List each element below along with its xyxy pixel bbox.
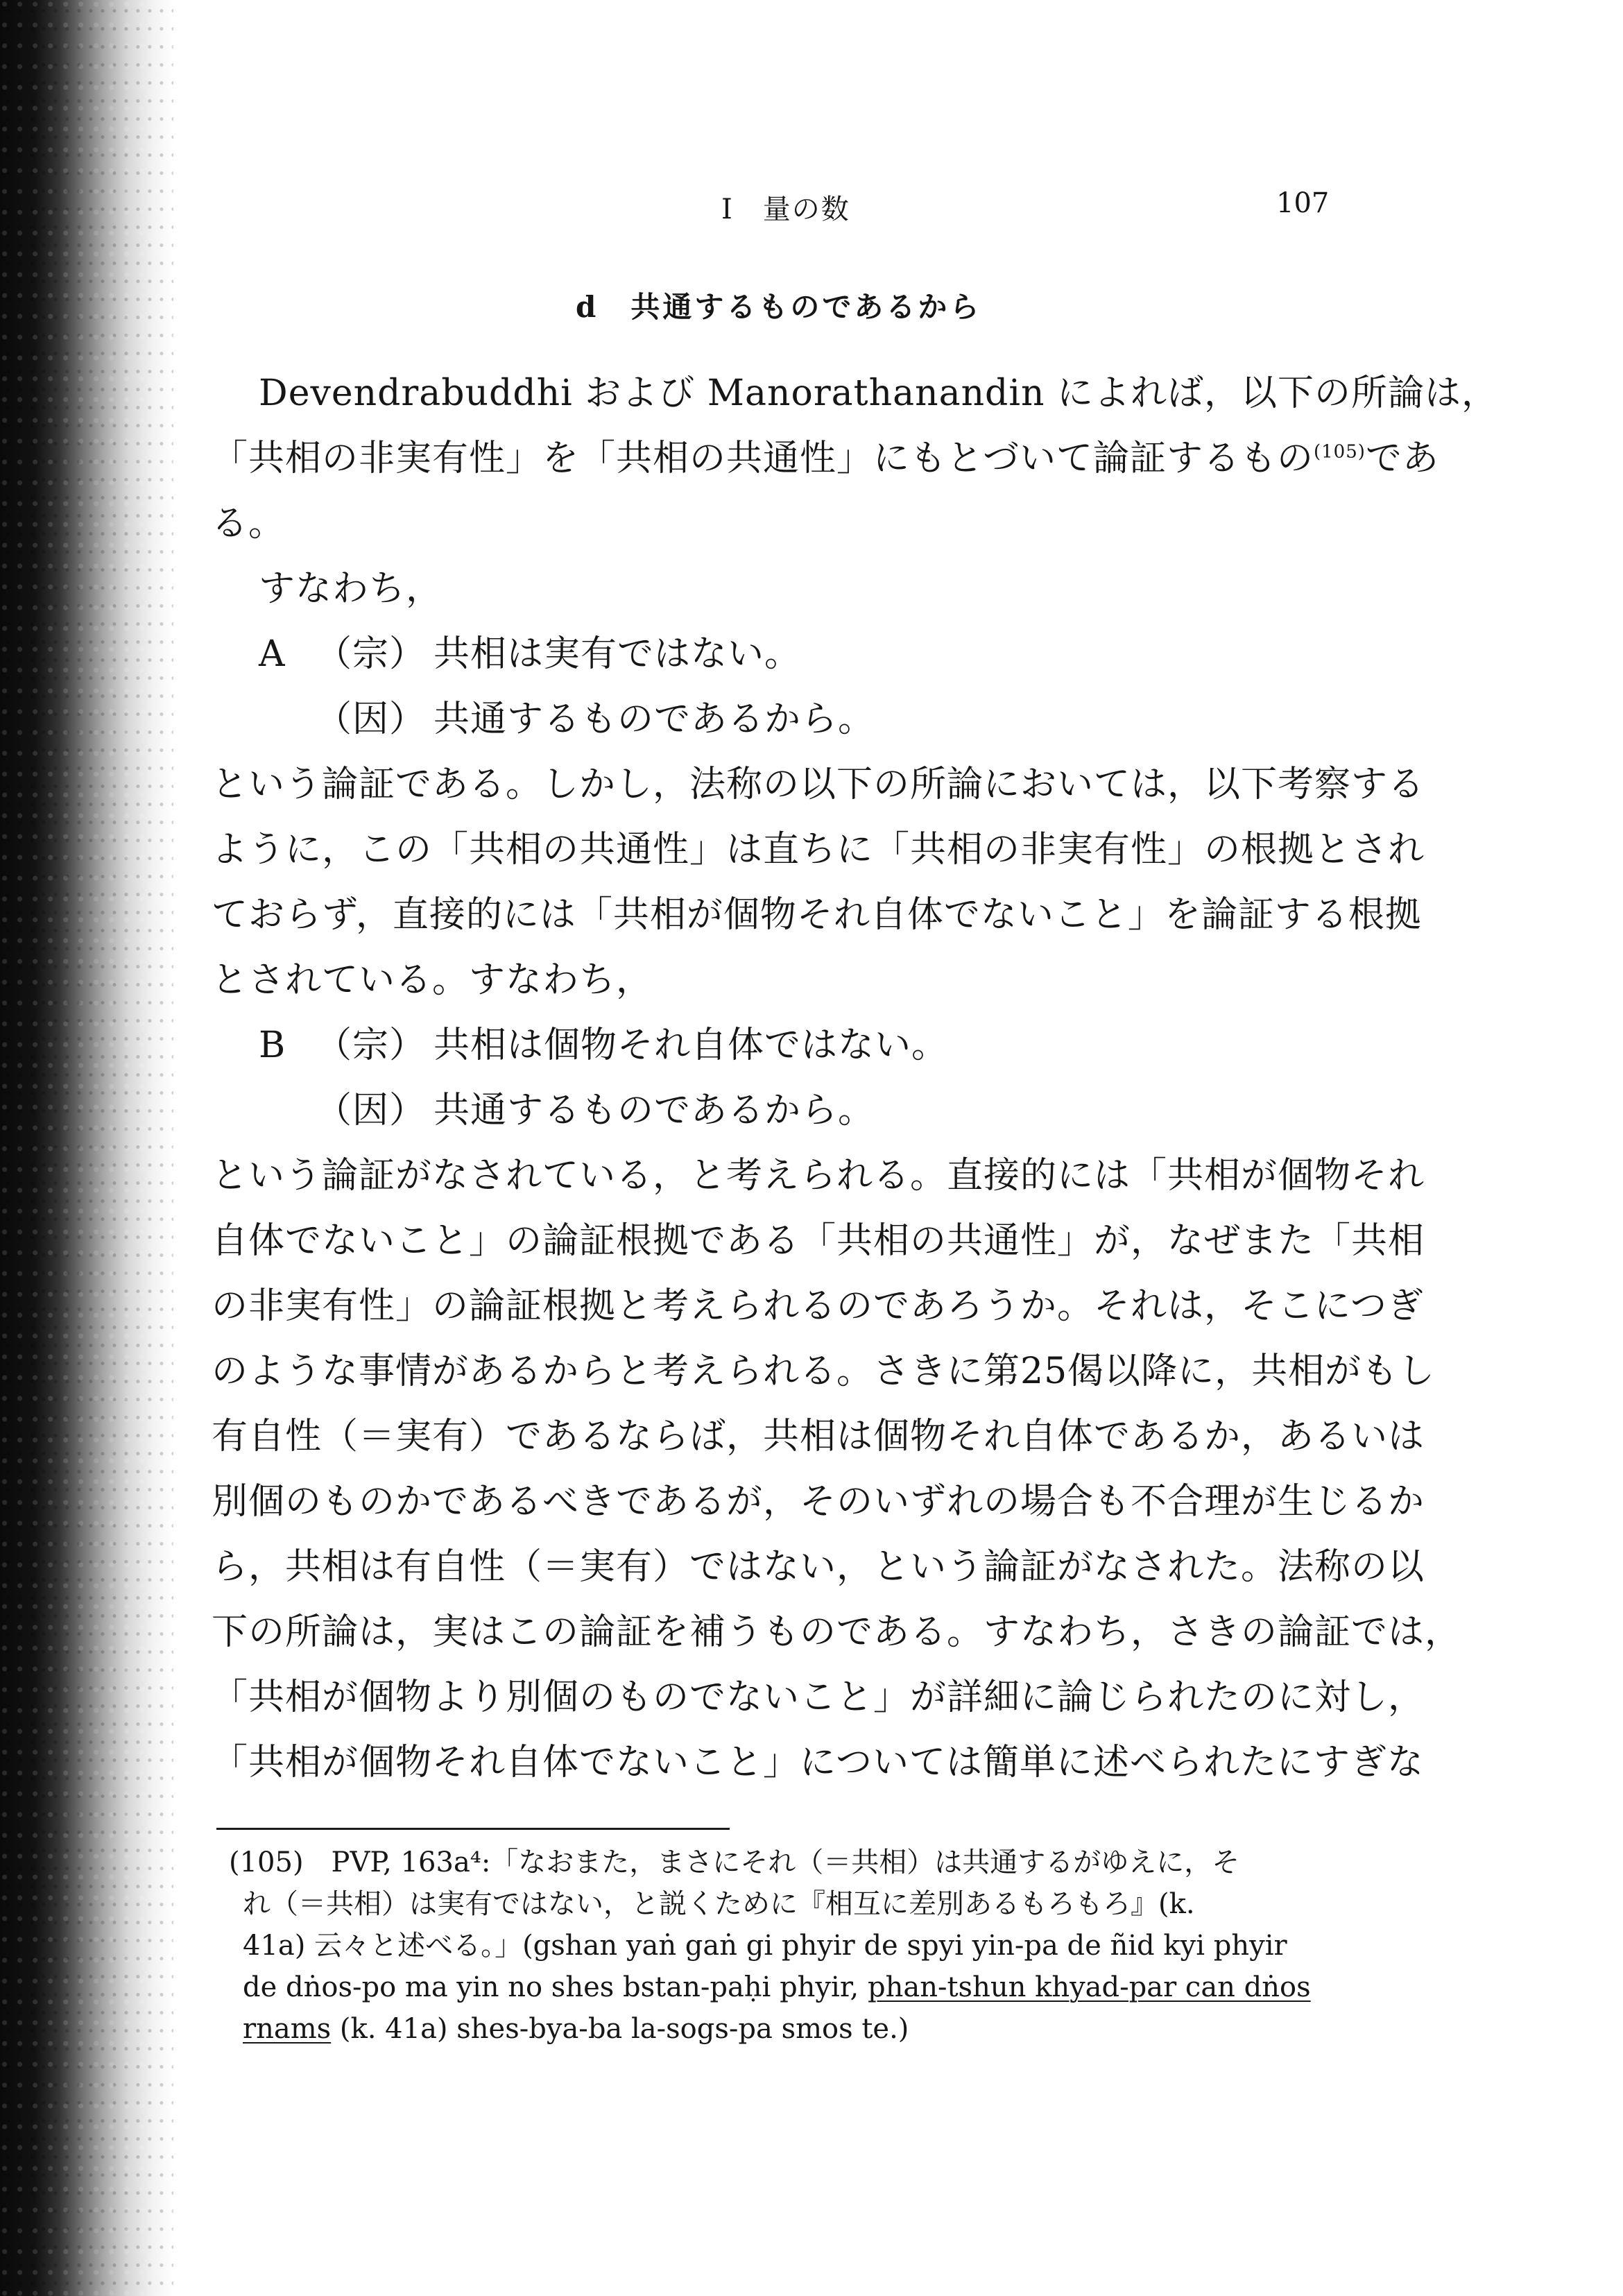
paragraph-2-line-2: ように，この「共相の共通性」は直ちに「共相の非実有性」の根拠とされ xyxy=(212,829,1425,871)
paragraph-3-line-4: のような事情があるからと考えられる。さきに第25偈以降に，共相がもし xyxy=(212,1351,1436,1392)
syllogism-b-thesis-label: （宗） xyxy=(316,1025,427,1066)
body-text xyxy=(212,361,1498,1795)
footnote-ref-105: (105) xyxy=(1313,441,1366,463)
footnote-line-2: れ（＝共相）は実有ではない，と説くために『相互に差別あるもろもろ』(k. xyxy=(243,1888,1195,1920)
syllogism-a-reason xyxy=(212,687,1363,752)
syllogism-b-reason-text: 共通するものであるから。 xyxy=(433,1090,875,1131)
syllogism-b-thesis-text: 共相は個物それ自体ではない。 xyxy=(433,1025,949,1066)
footnote-line-1: (105) PVP, 163a⁴:「なおまた，まさにそれ（＝共相）は共通するがゆえに，そ xyxy=(229,1847,1240,1878)
footnote-105 xyxy=(229,1842,1366,2050)
footnote-underlined-phrase: phan-tshun khyad-par can dṅos xyxy=(867,1971,1311,2003)
syllogism-a-thesis xyxy=(212,622,1363,687)
syllogism-a-reason-label: （因） xyxy=(316,699,427,740)
footnote-line-4 xyxy=(229,1967,1366,2008)
paragraph-3-line-3: の非実有性」の論証根拠と考えられるのであろうか。それは，そこにつぎ xyxy=(212,1285,1424,1327)
intro-sunawachi: すなわち， xyxy=(259,568,443,610)
paragraph-3-line-8: 下の所論は，実はこの論証を補うものである。すなわち，さきの論証では， xyxy=(212,1611,1462,1653)
syllogism-a-reason-text: 共通するものであるから。 xyxy=(433,699,875,740)
footnote-divider xyxy=(216,1828,730,1830)
paragraph-2-line-3: ておらず，直接的には「共相が個物それ自体でないこと」を論証する根拠 xyxy=(212,894,1422,936)
scan-noise xyxy=(0,0,173,2296)
paragraph-3-line-5: 有自性（＝実有）であるならば，共相は個物それ自体であるか，あるいは xyxy=(212,1416,1425,1457)
syllogism-b-reason-label: （因） xyxy=(316,1090,427,1131)
paragraph-3-line-9: 「共相が個物より別個のものでないこと」が詳細に論じられたのに対し， xyxy=(212,1677,1425,1718)
paragraph-1-line-1: Devendrabuddhi および Manorathanandin によれば，以下の所論は， xyxy=(259,372,1498,414)
syllogism-a-thesis-text: 共相は実有ではない。 xyxy=(433,633,802,675)
page-number: 107 xyxy=(1276,187,1330,219)
syllogism-a-thesis-label: （宗） xyxy=(316,633,427,675)
paragraph-3-line-1: という論証がなされている，と考えられる。直接的には「共相が個物それ xyxy=(212,1155,1425,1197)
syllogism-b-letter: B xyxy=(259,1025,286,1066)
syllogism-b-thesis xyxy=(212,1013,1363,1078)
paragraph-2-line-1: という論証である。しかし，法称の以下の所論においては，以下考察する xyxy=(212,764,1425,805)
footnote-line-4-text: de dṅos-po ma yin no shes bstan-paḥi phyir, xyxy=(243,1971,859,2003)
footnote-line-5 xyxy=(229,2008,1366,2050)
paragraph-1-line-2 xyxy=(212,426,1439,491)
paragraph-3-line-7: ら，共相は有自性（＝実有）ではない，という論証がなされた。法称の以 xyxy=(212,1546,1425,1588)
running-header-section: I 量の数 xyxy=(721,194,850,225)
syllogism-a-letter: A xyxy=(259,633,286,675)
paragraph-1-line-2-tail: であ xyxy=(1365,438,1439,479)
paragraph-3-line-2: 自体でないこと」の論証根拠である「共相の共通性」が，なぜまた「共相 xyxy=(212,1220,1425,1262)
section-heading: d 共通するものであるから xyxy=(576,290,982,324)
paragraph-3-line-6: 別個のものかであるべきであるが，そのいずれの場合も不合理が生じるか xyxy=(212,1481,1425,1523)
footnote-line-5-tail: (k. 41a) shes-bya-ba la-sogs-pa smos te.) xyxy=(331,2013,909,2045)
footnote-line-3: 41a) 云々と述べる。」(gshan yaṅ gaṅ gi phyir de spyi yin-pa de ñid kyi phyir xyxy=(243,1930,1287,1962)
paragraph-1-line-2-text: 「共相の非実有性」を「共相の共通性」にもとづいて論証するもの xyxy=(212,438,1314,479)
syllogism-b-reason xyxy=(212,1078,1363,1143)
running-header xyxy=(0,187,1623,229)
paragraph-1-line-3: る。 xyxy=(212,503,286,545)
paragraph-3-line-10: 「共相が個物それ自体でないこと」については簡単に述べられたにすぎな xyxy=(212,1742,1424,1783)
paragraph-2-line-4: とされている。すなわち， xyxy=(212,959,653,1001)
footnote-underlined-rnams: rnams xyxy=(243,2013,332,2045)
